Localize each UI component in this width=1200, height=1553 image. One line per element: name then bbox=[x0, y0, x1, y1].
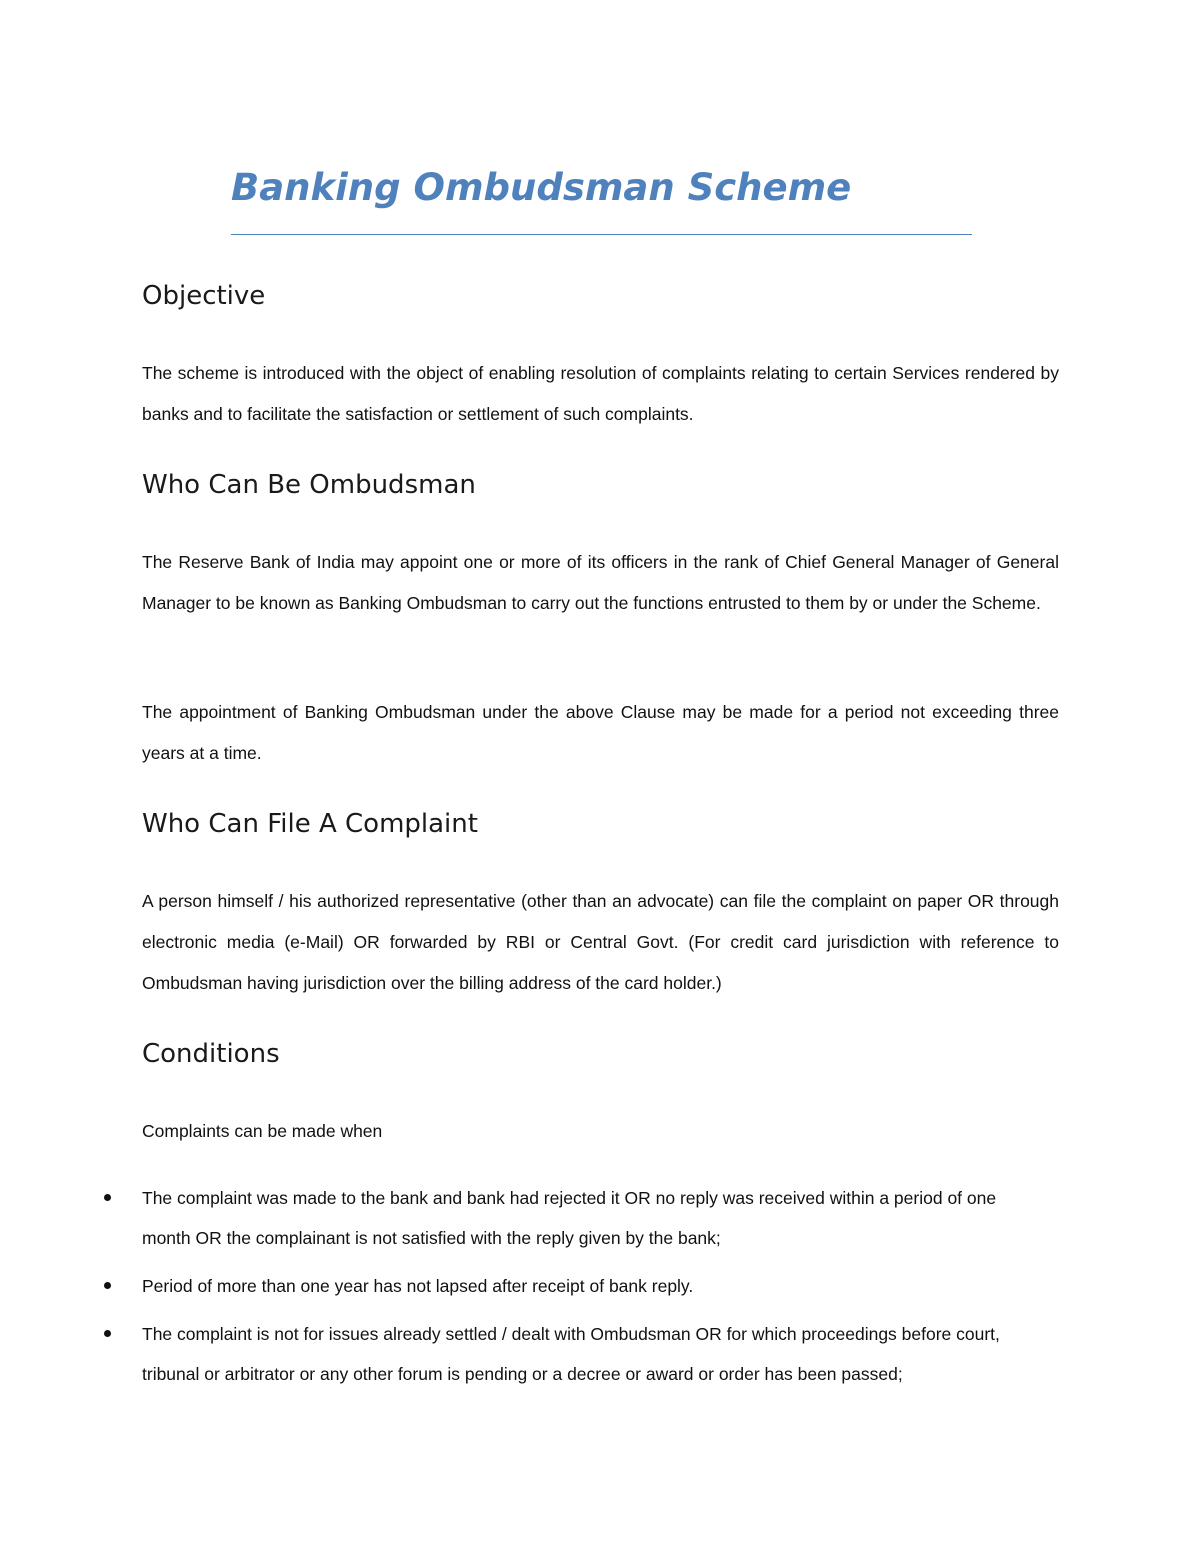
conditions-list bbox=[142, 1178, 1042, 1402]
heading-conditions: Conditions bbox=[142, 1039, 280, 1069]
list-item-text: Period of more than one year has not lapsed after receipt of bank reply. bbox=[142, 1276, 694, 1296]
bullet-icon bbox=[104, 1194, 111, 1201]
conditions-intro: Complaints can be made when bbox=[142, 1121, 383, 1141]
paragraph-ombudsman-appointment: The Reserve Bank of India may appoint one or more of its officers in the rank of Chief General Manager of General Manager to be known as Banking Ombudsman to carry out the functions entrusted to them by or under the Scheme. bbox=[142, 552, 1059, 613]
heading-who-can-be-ombudsman: Who Can Be Ombudsman bbox=[142, 470, 476, 500]
list-item bbox=[142, 1314, 1042, 1394]
title-underline-rule bbox=[231, 234, 972, 235]
bullet-icon bbox=[104, 1330, 111, 1337]
document-title: Banking Ombudsman Scheme bbox=[231, 166, 852, 209]
paragraph-objective: The scheme is introduced with the object of enabling resolution of complaints relating to certain Services rendered by banks and to facilitate the satisfaction or settlement of such complaints. bbox=[142, 363, 1059, 424]
paragraph-ombudsman-term: The appointment of Banking Ombudsman under the above Clause may be made for a period not exceeding three years at a time. bbox=[142, 702, 1059, 763]
list-item-text: The complaint is not for issues already settled / dealt with Ombudsman OR for which proceedings before court, tribunal or arbitrator or any other forum is pending or a decree or award or order has been passed; bbox=[142, 1324, 1000, 1384]
heading-who-can-file: Who Can File A Complaint bbox=[142, 809, 478, 839]
bullet-icon bbox=[104, 1282, 111, 1289]
paragraph-who-can-file: A person himself / his authorized representative (other than an advocate) can file the complaint on paper OR through electronic media (e-Mail) OR forwarded by RBI or Central Govt. (For credit card jurisdiction with reference to Ombudsman having jurisdiction over the billing address of the card holder.) bbox=[142, 891, 1059, 993]
list-item bbox=[142, 1178, 1042, 1258]
heading-objective: Objective bbox=[142, 281, 266, 311]
list-item-text: The complaint was made to the bank and bank had rejected it OR no reply was received within a period of one month OR the complainant is not satisfied with the reply given by the bank; bbox=[142, 1188, 997, 1248]
list-item bbox=[142, 1266, 1042, 1306]
